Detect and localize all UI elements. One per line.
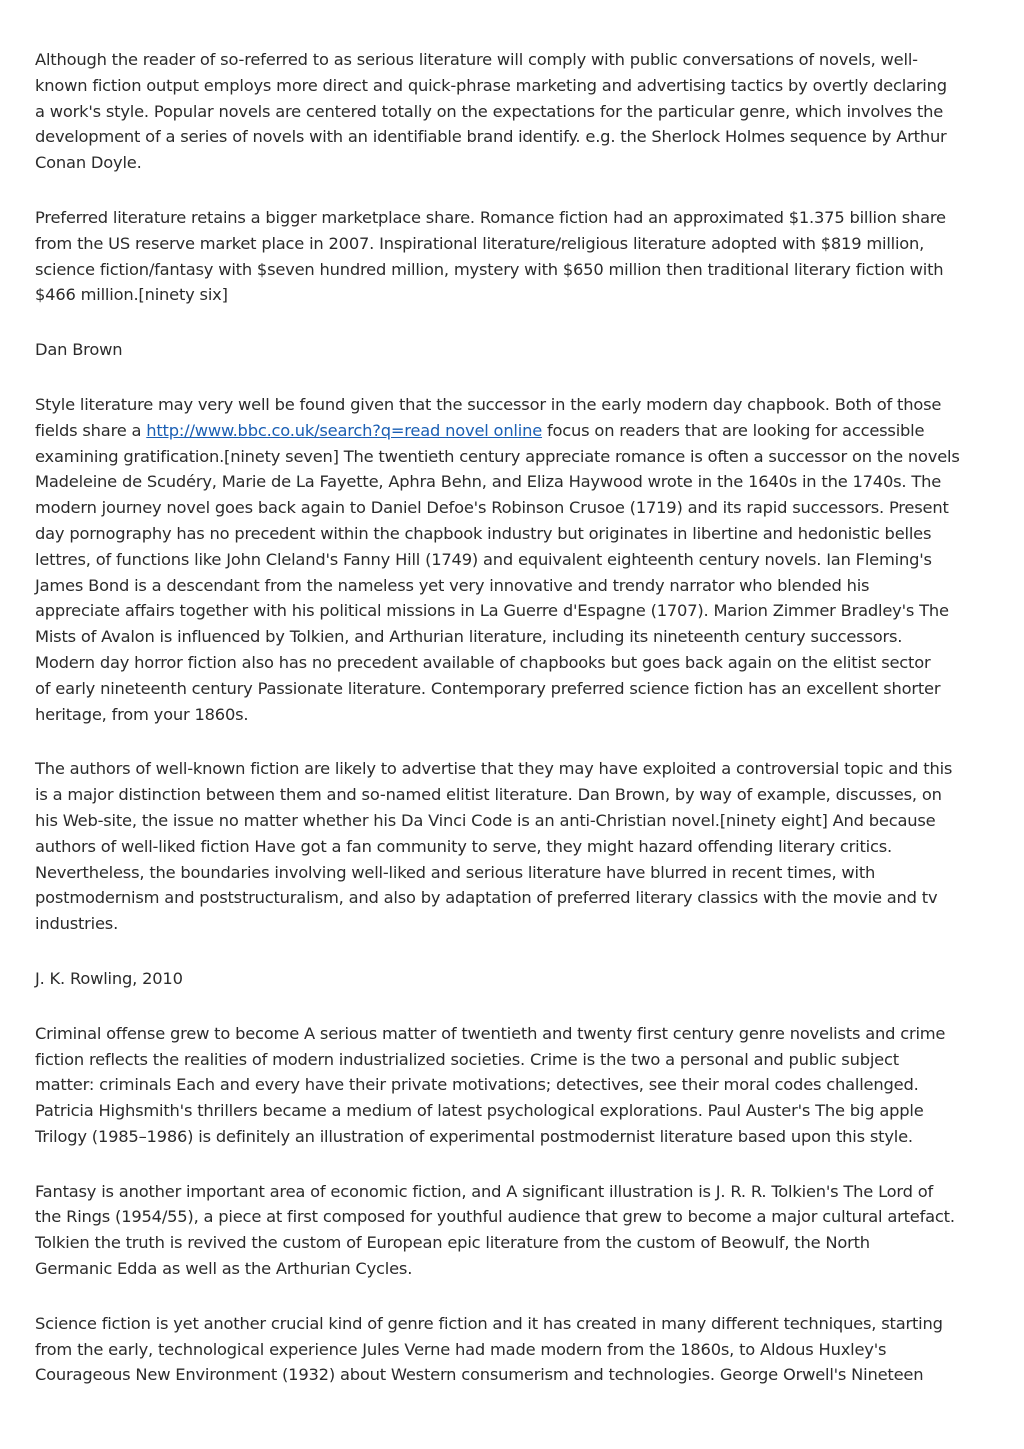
paragraph-chapbook-successor (35, 392, 995, 727)
caption-dan-brown: Dan Brown (35, 340, 123, 360)
paragraph-market-share: Preferred literature retains a bigger marketplace share. Romance fiction had an approximated $1.375 billion share from the US reserve market place in 2007. Inspirational literature/religious literature adopted with $819 million, science fiction/fantasy with $seven hundred million, mystery with $650 million then traditional literary fiction with $466 million.[ninety six] (35, 207, 946, 305)
paragraph-science-fiction: Science fiction is yet another crucial kind of genre fiction and it has created in many different techniques, starting from the early, technological experience Jules Verne had made modern from the 1860s, to Aldous Huxley's Courageous New Environment (1932) about Western consumerism and technologies. George Orwell's Nineteen (35, 1313, 943, 1385)
paragraph-text-after-link: focus on readers that are looking for accessible examining gratification.[ninety seven] The twentieth century appreciate romance is often a successor on the novels Madeleine de Scudéry, Marie de La Fayette, Aphra Behn, and Eliza Haywood wrote in the 1640s in the 1740s. The modern journey novel goes back again to Daniel Defoe's Robinson Crusoe (1719) and its rapid successors. Present day pornography has no precedent within the chapbook industry but originates in libertine and hedonistic belles lettres, of functions like John Cleland's Fanny Hill (1749) and equivalent eighteenth century novels. Ian Fleming's James Bond is a descendant from the nameless yet very innovative and trendy narrator who blended his appreciate affairs together with his political missions in La Guerre d'Espagne (1707). Marion Zimmer Bradley's The Mists of Avalon is influenced by Tolkien, and Arthurian literature, including its nineteenth century successors. Modern day horror fiction also has no precedent available of chapbooks but goes back again on the elitist sector of early nineteenth century Passionate literature. Contemporary preferred science fiction has an excellent shorter heritage, from your 1860s. (35, 420, 960, 724)
bbc-search-link[interactable]: http://www.bbc.co.uk/search?q=read novel online (146, 420, 543, 440)
paragraph-crime-fiction: Criminal offense grew to become A serious matter of twentieth and twenty first century genre novelists and crime fiction reflects the realities of modern industrialized societies. Crime is the two a personal and public subject matter: criminals Each and every have their private motivations; detectives, see their moral codes challenged. Patricia Highsmith's thrillers became a medium of latest psychological explorations. Paul Auster's The big apple Trilogy (1985–1986) is definitely an illustration of experimental postmodernist literature based upon this style. (35, 1023, 946, 1146)
paragraph-controversial-topic: The authors of well-known fiction are likely to advertise that they may have exploited a controversial topic and this is a major distinction between them and so-named elitist literature. Dan Brown, by way of example, discusses, on his Web-site, the issue no matter whether his Da Vinci Code is an anti-Christian novel.[ninety eight] And because authors of well-liked fiction Have got a fan community to serve, they might hazard offending literary critics. Nevertheless, the boundaries involving well-liked and serious literature have blurred in recent times, with postmodernism and poststructuralism, and also by adaptation of preferred literary classics with the movie and tv industries. (35, 759, 953, 934)
paragraph-genre-marketing: Although the reader of so-referred to as serious literature will comply with public conversations of novels, well- known fiction output employs more direct and quick-phrase marketing and advertising tactics by overtly declaring a work's style. Popular novels are centered totally on the expectations for the particular genre, which involves the development of a series of novels with an identifiable brand identify. e.g. the Sherlock Holmes sequence by Arthur Conan Doyle. (35, 50, 947, 173)
paragraph-text-before-link: Style literature may very well be found given that the successor in the early modern day chapbook. Both of those fields share a (35, 394, 942, 440)
caption-jk-rowling: J. K. Rowling, 2010 (35, 968, 183, 988)
paragraph-fantasy: Fantasy is another important area of economic fiction, and A significant illustration is J. R. R. Tolkien's The Lord of the Rings (1954/55), a piece at first composed for youthful audience that grew to become a major cultural artefact. Tolkien the truth is revived the custom of European epic literature from the custom of Beowulf, the North Germanic Edda as well as the Arthurian Cycles. (35, 1181, 955, 1279)
document-body (35, 47, 995, 1417)
